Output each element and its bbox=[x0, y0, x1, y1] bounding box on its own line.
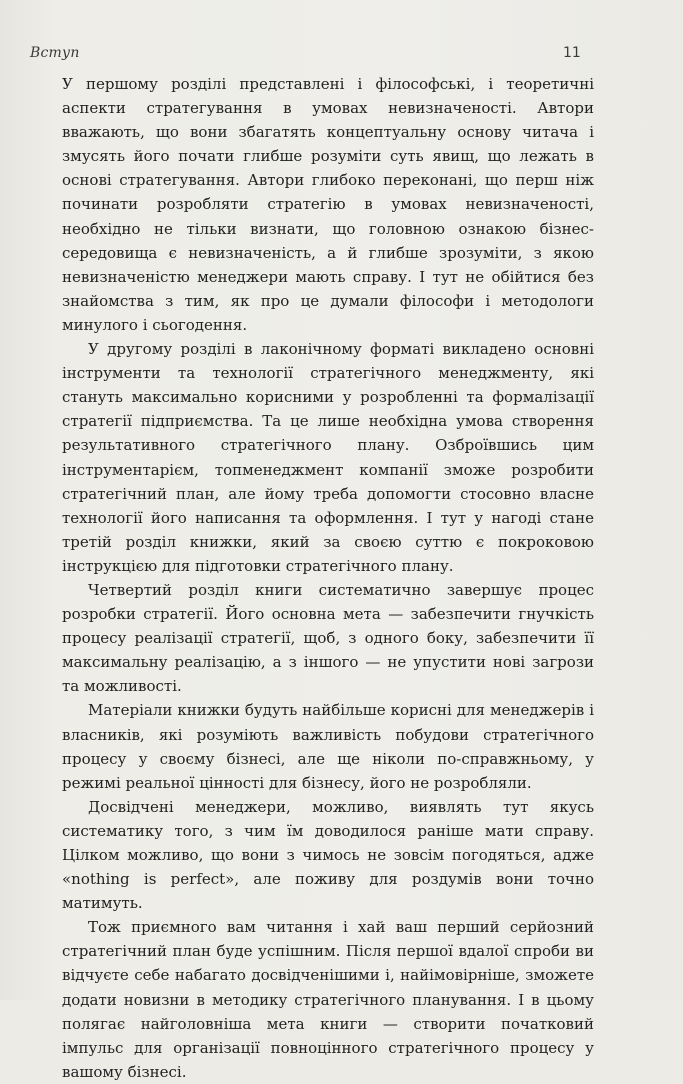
running-title: Вступ bbox=[30, 45, 80, 61]
paragraph-2: У другому розділі в лаконічному форматі викладено основні інструменти та технології стратегічного менеджменту, які стануть максимально корисними у розробленні та формалізації стратегії підприємства. Та це лише необхідна умова створення результативного стратегічного плану. Озброївшись цим інструментарієм, топменеджмент компанії зможе розробити стратегічний план, але йому треба допомогти стосовно власне технології його написання та оформлення. І тут у нагоді стане третій розділ книжки, який за своєю суттю є покроковою інструкцією для підготовки стратегічного плану. bbox=[62, 340, 594, 575]
paragraph-4: Матеріали книжки будуть найбільше корисні для менеджерів і власників, які розуміють важливість побудови стратегічного процесу у своєму бізнесі, але ще ніколи по-справжньому, у режимі реальної цінності для бізнесу, його не розробляли. bbox=[62, 701, 594, 792]
paragraph-6: Тож приємного вам читання і хай ваш перший серйозний стратегічний план буде успішним. Після першої вдалої спроби ви відчуєте себе набагато досвідченішими і, найімовірніше, зможете додати новизни в методику стратегічного планування. І в цьому полягає найголовніша мета книги — створити початковий імпульс для організації повноцінного стратегічного процесу у вашому бізнесі. bbox=[62, 918, 594, 1081]
page-number: 11 bbox=[563, 45, 581, 61]
paragraph-5: Досвідчені менеджери, можливо, виявлять тут якусь систематику того, з чим їм доводилося раніше мати справу. Цілком можливо, що вони з чимось не зовсім погодяться, адже «nothing is perfect», але поживу для роздумів вони точно матимуть. bbox=[62, 797, 594, 913]
paragraph-1: У першому розділі представлені і філософські, і теоретичні аспекти стратегування в умовах невизначеності. Автори вважають, що вони збагатять концептуальну основу читача і змусять його почати глибше розуміти суть явищ, що лежать в основі стратегування. Автори глибоко переконані, що перш ніж починати розробляти стратегію в умовах невизначеності, необхідно не тільки визнати, що головною ознакою бізнес-середовища є невизначеність, а й глибше зрозуміти, з якою невизначеністю менеджери мають справу. І тут не обійтися без знайомства з тим, як про це думали філософи і методологи минулого і сьогодення. bbox=[62, 75, 594, 334]
body-text bbox=[62, 72, 594, 1084]
paragraph-3: Четвертий розділ книги систематично завершує процес розробки стратегії. Його основна мета — забезпечити гнучкість процесу реалізації стратегії, щоб, з одного боку, забезпечити її максимальну реалізацію, а з іншого — не упустити нові загрози та можливості. bbox=[62, 580, 594, 696]
